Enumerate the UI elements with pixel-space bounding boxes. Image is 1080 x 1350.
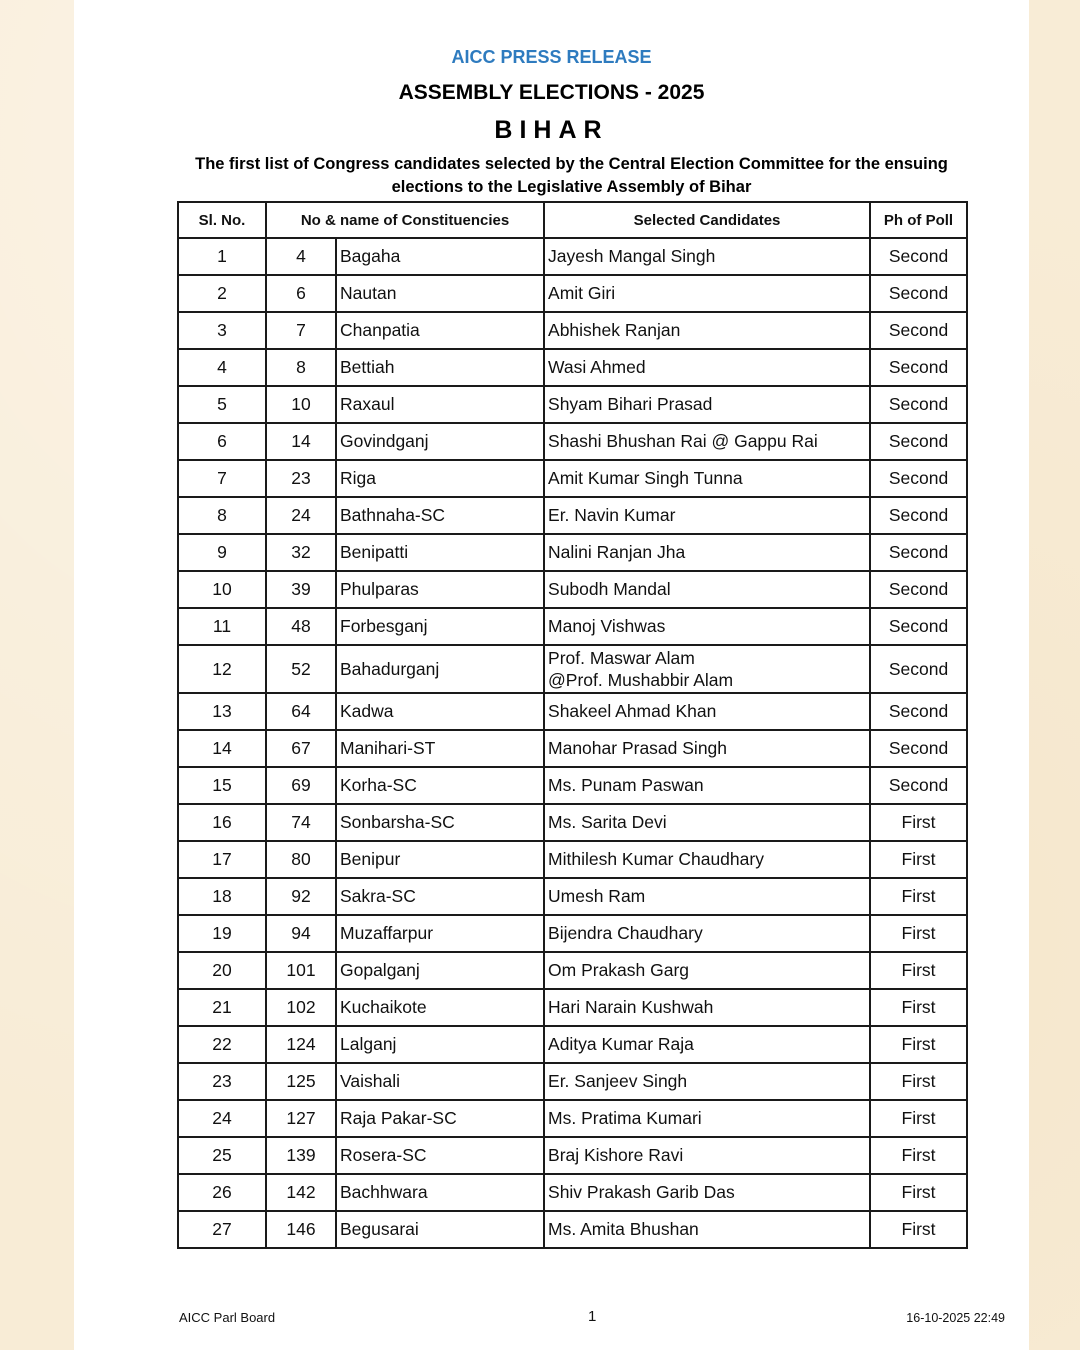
sl-no-cell: 18 — [178, 878, 266, 915]
table-row — [178, 497, 967, 534]
constituency-number-cell: 69 — [266, 767, 336, 804]
phase-cell: Second — [870, 645, 967, 693]
candidate-cell: Wasi Ahmed — [544, 349, 870, 386]
column-header-phase: Ph of Poll — [870, 202, 967, 238]
constituency-number-cell: 67 — [266, 730, 336, 767]
phase-cell: First — [870, 1137, 967, 1174]
phase-cell: First — [870, 952, 967, 989]
document-title: ASSEMBLY ELECTIONS - 2025 — [398, 81, 705, 104]
constituency-name-cell: Bagaha — [336, 238, 544, 275]
constituency-name-cell: Govindganj — [336, 423, 544, 460]
candidate-cell: Manoj Vishwas — [544, 608, 870, 645]
sl-no-cell: 7 — [178, 460, 266, 497]
constituency-number-cell: 24 — [266, 497, 336, 534]
sl-no-cell: 3 — [178, 312, 266, 349]
constituency-number-cell: 146 — [266, 1211, 336, 1248]
table-row — [178, 1100, 967, 1137]
constituency-name-cell: Bathnaha-SC — [336, 497, 544, 534]
constituency-number-cell: 80 — [266, 841, 336, 878]
table-row — [178, 608, 967, 645]
candidate-cell: Er. Sanjeev Singh — [544, 1063, 870, 1100]
phase-cell: First — [870, 989, 967, 1026]
candidate-cell: Ms. Pratima Kumari — [544, 1100, 870, 1137]
table-row — [178, 312, 967, 349]
table-row — [178, 1174, 967, 1211]
candidate-cell: Mithilesh Kumar Chaudhary — [544, 841, 870, 878]
phase-cell: Second — [870, 571, 967, 608]
table-row — [178, 645, 967, 693]
constituency-name-cell: Riga — [336, 460, 544, 497]
constituency-name-cell: Benipatti — [336, 534, 544, 571]
sl-no-cell: 2 — [178, 275, 266, 312]
constituency-name-cell: Begusarai — [336, 1211, 544, 1248]
candidate-cell: Shiv Prakash Garib Das — [544, 1174, 870, 1211]
sl-no-cell: 21 — [178, 989, 266, 1026]
constituency-number-cell: 64 — [266, 693, 336, 730]
sl-no-cell: 22 — [178, 1026, 266, 1063]
table-row — [178, 1137, 967, 1174]
constituency-name-cell: Benipur — [336, 841, 544, 878]
table-row — [178, 915, 967, 952]
candidate-cell: Ms. Amita Bhushan — [544, 1211, 870, 1248]
phase-cell: Second — [870, 312, 967, 349]
constituency-number-cell: 6 — [266, 275, 336, 312]
table-row — [178, 730, 967, 767]
phase-cell: First — [870, 841, 967, 878]
constituency-number-cell: 142 — [266, 1174, 336, 1211]
sl-no-cell: 20 — [178, 952, 266, 989]
candidate-cell: Om Prakash Garg — [544, 952, 870, 989]
candidate-cell: Amit Kumar Singh Tunna — [544, 460, 870, 497]
constituency-name-cell: Raja Pakar-SC — [336, 1100, 544, 1137]
sl-no-cell: 26 — [178, 1174, 266, 1211]
constituency-number-cell: 127 — [266, 1100, 336, 1137]
candidate-cell: Umesh Ram — [544, 878, 870, 915]
constituency-number-cell: 52 — [266, 645, 336, 693]
table-row — [178, 349, 967, 386]
sl-no-cell: 4 — [178, 349, 266, 386]
constituency-number-cell: 39 — [266, 571, 336, 608]
table-row — [178, 1211, 967, 1248]
footer-source: AICC Parl Board — [179, 1310, 276, 1325]
phase-cell: Second — [870, 534, 967, 571]
sl-no-cell: 11 — [178, 608, 266, 645]
constituency-name-cell: Nautan — [336, 275, 544, 312]
constituency-name-cell: Vaishali — [336, 1063, 544, 1100]
constituency-name-cell: Bettiah — [336, 349, 544, 386]
constituency-name-cell: Gopalganj — [336, 952, 544, 989]
candidate-cell: Bijendra Chaudhary — [544, 915, 870, 952]
sl-no-cell: 16 — [178, 804, 266, 841]
candidate-cell: Er. Navin Kumar — [544, 497, 870, 534]
candidate-cell: Braj Kishore Ravi — [544, 1137, 870, 1174]
candidate-line-1: Prof. Maswar Alam — [548, 648, 695, 668]
footer-timestamp: 16-10-2025 22:49 — [906, 1311, 1005, 1325]
constituency-name-cell: Sonbarsha-SC — [336, 804, 544, 841]
constituency-name-cell: Korha-SC — [336, 767, 544, 804]
table-row — [178, 423, 967, 460]
column-header-candidate: Selected Candidates — [544, 202, 870, 238]
constituency-number-cell: 8 — [266, 349, 336, 386]
constituency-number-cell: 32 — [266, 534, 336, 571]
constituency-number-cell: 139 — [266, 1137, 336, 1174]
candidate-cell: Manohar Prasad Singh — [544, 730, 870, 767]
phase-cell: Second — [870, 349, 967, 386]
phase-cell: Second — [870, 386, 967, 423]
sl-no-cell: 14 — [178, 730, 266, 767]
phase-cell: First — [870, 804, 967, 841]
phase-cell: Second — [870, 608, 967, 645]
phase-cell: Second — [870, 275, 967, 312]
candidate-cell: Aditya Kumar Raja — [544, 1026, 870, 1063]
constituency-name-cell: Muzaffarpur — [336, 915, 544, 952]
table-row — [178, 1026, 967, 1063]
sl-no-cell: 10 — [178, 571, 266, 608]
phase-cell: Second — [870, 767, 967, 804]
constituency-name-cell: Chanpatia — [336, 312, 544, 349]
table-row — [178, 238, 967, 275]
table-row — [178, 386, 967, 423]
column-header-constituency: No & name of Constituencies — [266, 202, 544, 238]
phase-cell: First — [870, 1211, 967, 1248]
candidate-cell: Shyam Bihari Prasad — [544, 386, 870, 423]
table-row — [178, 767, 967, 804]
table-row — [178, 534, 967, 571]
table-header-row — [178, 202, 967, 238]
constituency-name-cell: Lalganj — [336, 1026, 544, 1063]
table-row — [178, 1063, 967, 1100]
sl-no-cell: 24 — [178, 1100, 266, 1137]
constituency-name-cell: Sakra-SC — [336, 878, 544, 915]
constituency-number-cell: 92 — [266, 878, 336, 915]
phase-cell: First — [870, 1100, 967, 1137]
column-header-sl-no: Sl. No. — [178, 202, 266, 238]
candidate-cell: Shakeel Ahmad Khan — [544, 693, 870, 730]
constituency-name-cell: Kuchaikote — [336, 989, 544, 1026]
constituency-name-cell: Raxaul — [336, 386, 544, 423]
sl-no-cell: 25 — [178, 1137, 266, 1174]
candidate-cell: Abhishek Ranjan — [544, 312, 870, 349]
phase-cell: First — [870, 915, 967, 952]
sl-no-cell: 6 — [178, 423, 266, 460]
constituency-number-cell: 4 — [266, 238, 336, 275]
document-page — [74, 0, 1029, 1350]
press-release-label: AICC PRESS RELEASE — [451, 47, 652, 67]
constituency-name-cell: Manihari-ST — [336, 730, 544, 767]
sl-no-cell: 19 — [178, 915, 266, 952]
constituency-number-cell: 124 — [266, 1026, 336, 1063]
candidate-line-2: @Prof. Mushabbir Alam — [548, 670, 734, 690]
phase-cell: Second — [870, 460, 967, 497]
constituency-number-cell: 101 — [266, 952, 336, 989]
table-row — [178, 804, 967, 841]
constituency-name-cell: Kadwa — [336, 693, 544, 730]
constituency-name-cell: Forbesganj — [336, 608, 544, 645]
candidate-cell: Ms. Sarita Devi — [544, 804, 870, 841]
sl-no-cell: 8 — [178, 497, 266, 534]
constituency-number-cell: 7 — [266, 312, 336, 349]
candidate-cell: Subodh Mandal — [544, 571, 870, 608]
table-row — [178, 571, 967, 608]
sl-no-cell: 17 — [178, 841, 266, 878]
table-row — [178, 275, 967, 312]
phase-cell: Second — [870, 238, 967, 275]
constituency-number-cell: 14 — [266, 423, 336, 460]
table-row — [178, 460, 967, 497]
table-row — [178, 878, 967, 915]
phase-cell: Second — [870, 423, 967, 460]
state-heading: BIHAR — [494, 116, 609, 144]
constituency-number-cell: 102 — [266, 989, 336, 1026]
sl-no-cell: 12 — [178, 645, 266, 693]
phase-cell: Second — [870, 730, 967, 767]
candidate-cell: Hari Narain Kushwah — [544, 989, 870, 1026]
sl-no-cell: 13 — [178, 693, 266, 730]
constituency-name-cell: Rosera-SC — [336, 1137, 544, 1174]
constituency-number-cell: 94 — [266, 915, 336, 952]
constituency-name-cell: Bahadurganj — [336, 645, 544, 693]
constituency-number-cell: 125 — [266, 1063, 336, 1100]
constituency-number-cell: 23 — [266, 460, 336, 497]
table-row — [178, 693, 967, 730]
sl-no-cell: 15 — [178, 767, 266, 804]
candidate-cell: Ms. Punam Paswan — [544, 767, 870, 804]
table-row — [178, 989, 967, 1026]
page-number: 1 — [588, 1308, 597, 1325]
candidate-cell — [544, 645, 870, 693]
sl-no-cell: 23 — [178, 1063, 266, 1100]
candidate-cell: Jayesh Mangal Singh — [544, 238, 870, 275]
sl-no-cell: 9 — [178, 534, 266, 571]
table-row — [178, 841, 967, 878]
constituency-number-cell: 10 — [266, 386, 336, 423]
sl-no-cell: 1 — [178, 238, 266, 275]
sl-no-cell: 27 — [178, 1211, 266, 1248]
phase-cell: Second — [870, 693, 967, 730]
constituency-number-cell: 74 — [266, 804, 336, 841]
candidate-cell: Nalini Ranjan Jha — [544, 534, 870, 571]
phase-cell: First — [870, 878, 967, 915]
candidates-table — [177, 201, 968, 1249]
constituency-name-cell: Phulparas — [336, 571, 544, 608]
candidate-cell: Shashi Bhushan Rai @ Gappu Rai — [544, 423, 870, 460]
document-description: The first list of Congress candidates selected by the Central Election Committee for the ensuing elections to the Legislative Assembly of Bihar — [195, 155, 948, 196]
phase-cell: Second — [870, 497, 967, 534]
phase-cell: First — [870, 1174, 967, 1211]
candidate-cell: Amit Giri — [544, 275, 870, 312]
phase-cell: First — [870, 1063, 967, 1100]
phase-cell: First — [870, 1026, 967, 1063]
constituency-number-cell: 48 — [266, 608, 336, 645]
constituency-name-cell: Bachhwara — [336, 1174, 544, 1211]
sl-no-cell: 5 — [178, 386, 266, 423]
table-row — [178, 952, 967, 989]
